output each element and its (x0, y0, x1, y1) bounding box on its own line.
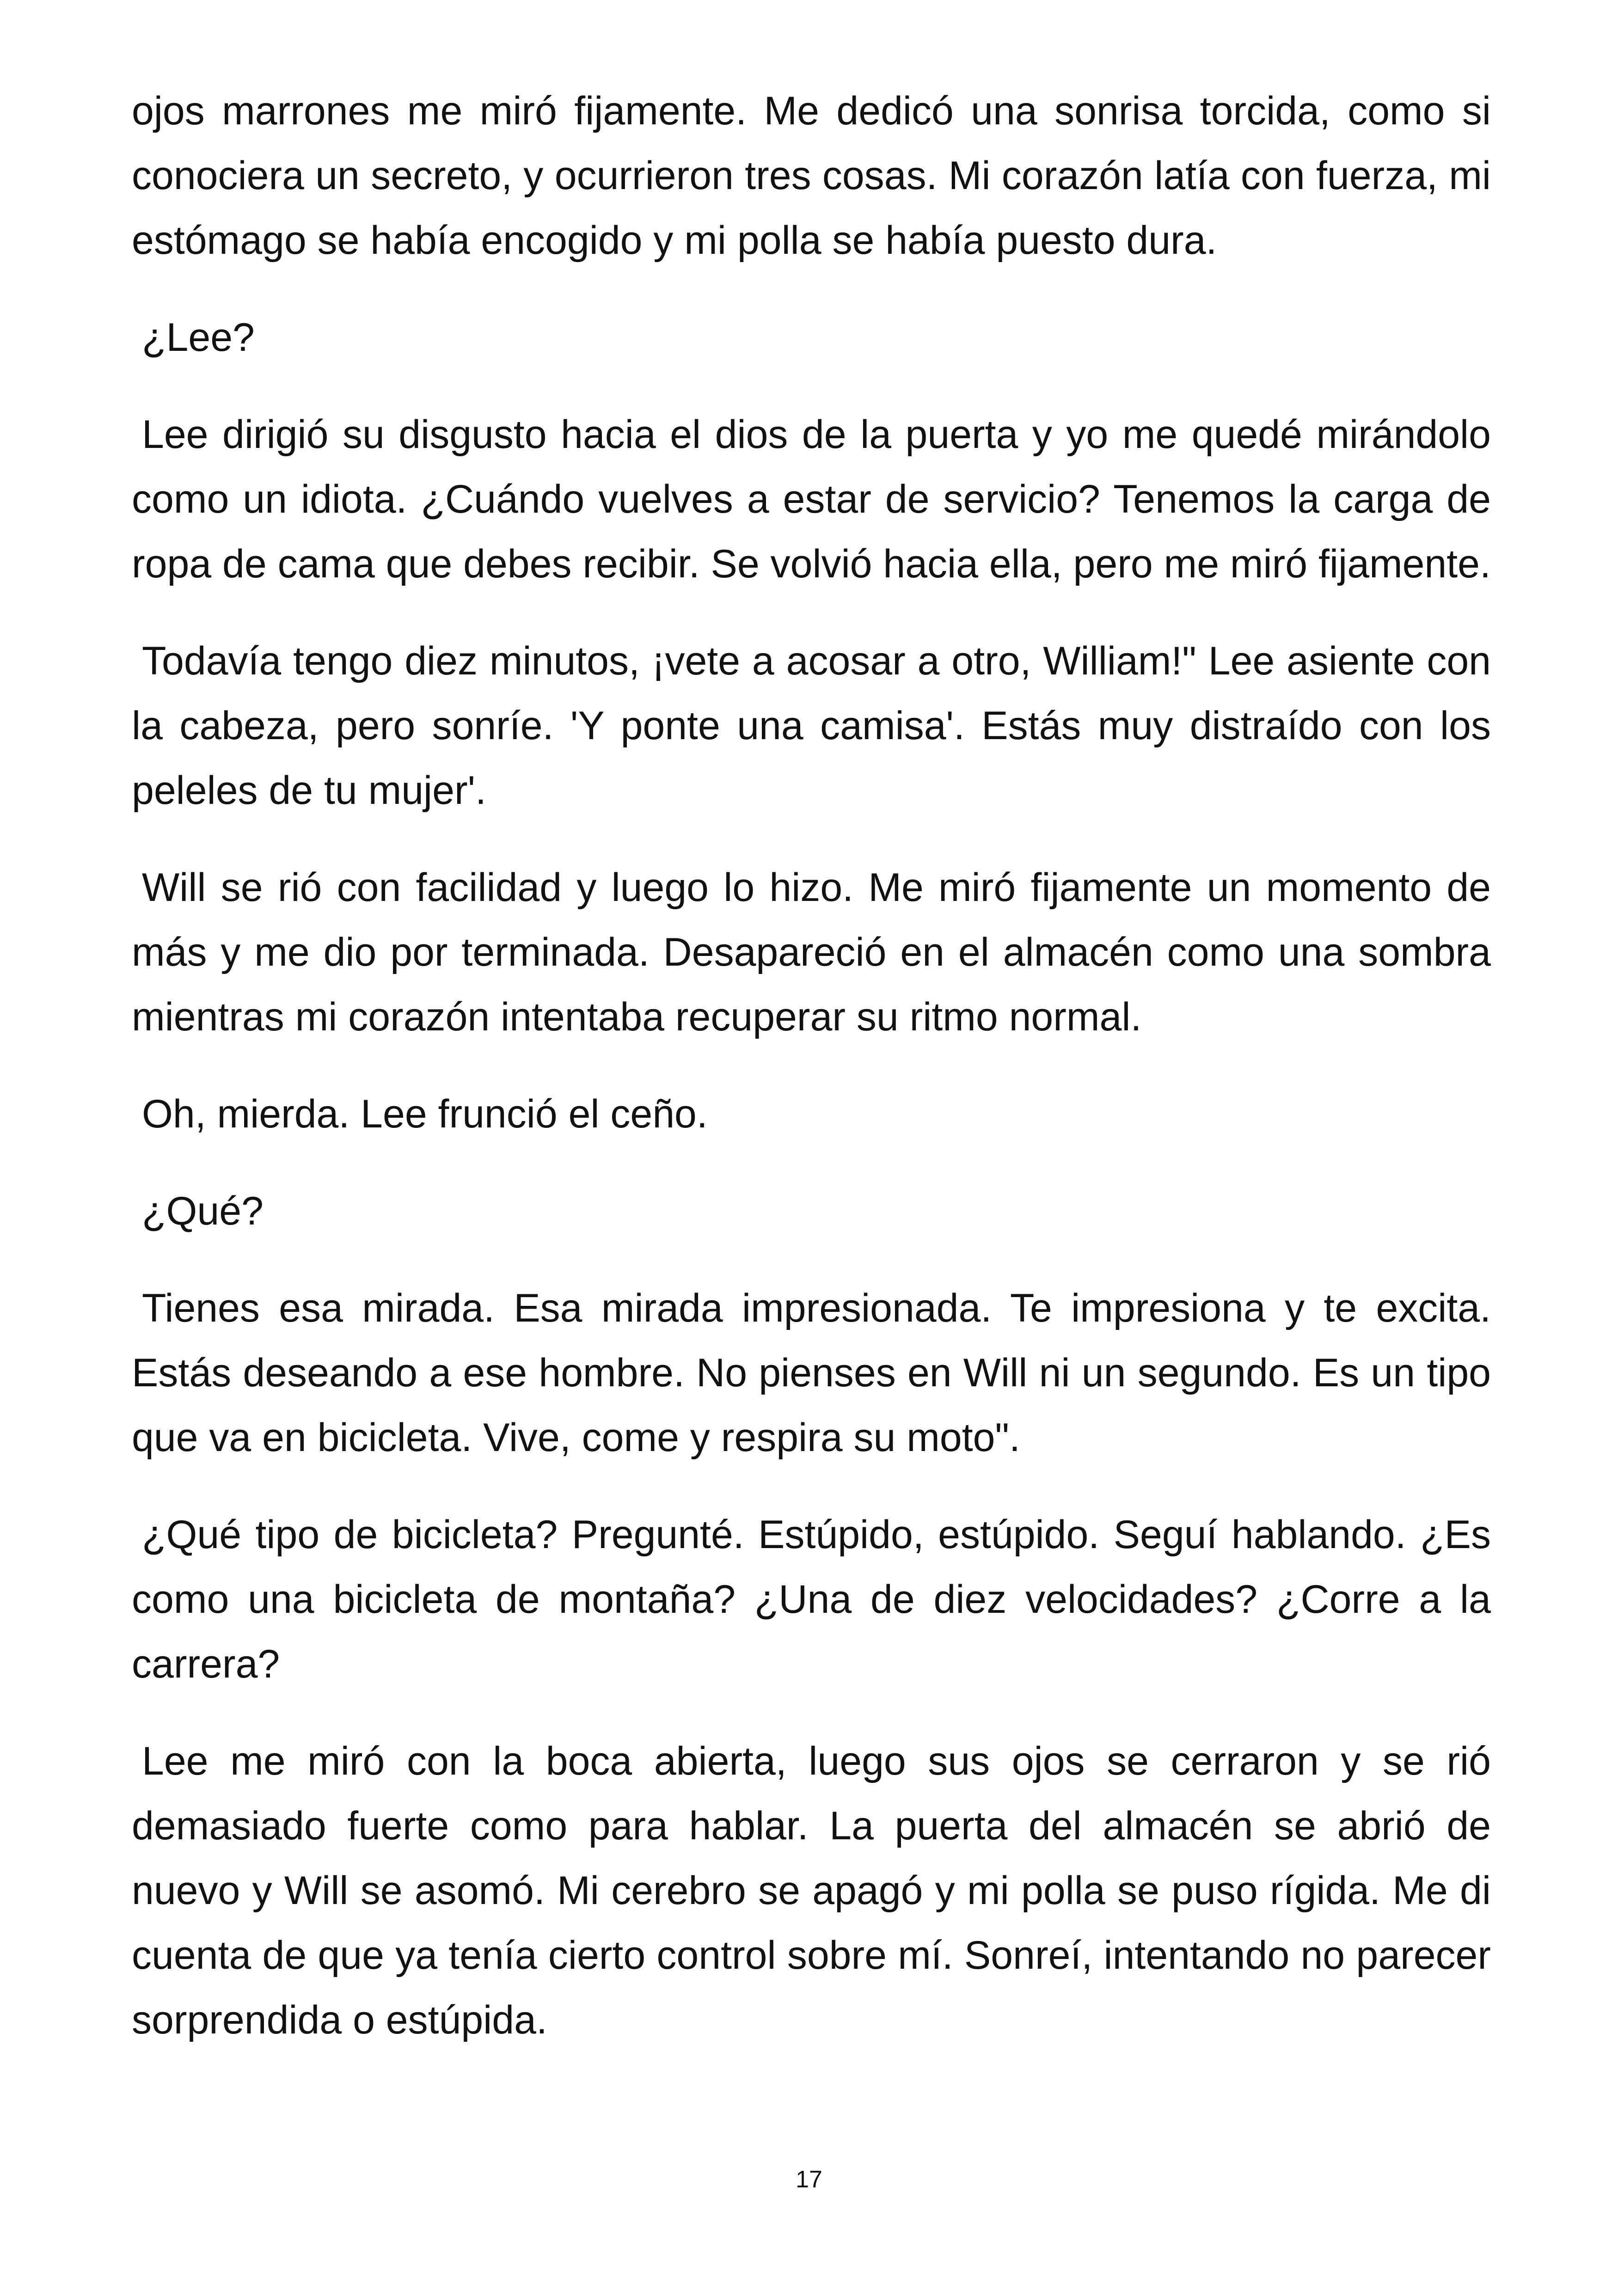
paragraph: ojos marrones me miró fijamente. Me dedicó una sonrisa torcida, como si conociera un secreto, y ocurrieron tres cosas. Mi corazón latía con fuerza, mi estómago se había encogido y mi polla se había puesto dura. (132, 89, 1491, 263)
paragraph: Oh, mierda. Lee frunció el ceño. (142, 1092, 708, 1136)
paragraph: ¿Qué tipo de bicicleta? Pregunté. Estúpido, estúpido. Seguí hablando. ¿Es como una bicicleta de montaña? ¿Una de diez velocidades? ¿Corre a la carrera? (132, 1512, 1491, 1686)
page-body (132, 79, 1491, 2085)
paragraph: ¿Lee? (142, 315, 255, 360)
paragraph: ¿Qué? (142, 1189, 264, 1233)
page-number: 17 (796, 2166, 822, 2193)
paragraph: Will se rió con facilidad y luego lo hizo. Me miró fijamente un momento de más y me dio por terminada. Desapareció en el almacén como una sombra mientras mi corazón intentaba recuperar su ritmo normal. (132, 865, 1491, 1039)
paragraph: Tienes esa mirada. Esa mirada impresionada. Te impresiona y te excita. Estás deseando a ese hombre. No pienses en Will ni un segundo. Es un tipo que va en bicicleta. Vive, come y respira su moto". (132, 1286, 1491, 1460)
paragraph: Todavía tengo diez minutos, ¡vete a acosar a otro, William!" Lee asiente con la cabeza, pero sonríe. 'Y ponte una camisa'. Estás muy distraído con los peleles de tu mujer'. (132, 639, 1491, 813)
paragraph: Lee me miró con la boca abierta, luego sus ojos se cerraron y se rió demasiado fuerte como para hablar. La puerta del almacén se abrió de nuevo y Will se asomó. Mi cerebro se apagó y mi polla se puso rígida. Me di cuenta de que ya tenía cierto control sobre mí. Sonreí, intentando no parecer sorprendida o estúpida. (132, 1739, 1491, 2042)
paragraph: Lee dirigió su disgusto hacia el dios de la puerta y yo me quedé mirándolo como un idiota. ¿Cuándo vuelves a estar de servicio? Tenemos la carga de ropa de cama que debes recibir. Se volvió hacia ella, pero me miró fijamente. (132, 412, 1491, 586)
